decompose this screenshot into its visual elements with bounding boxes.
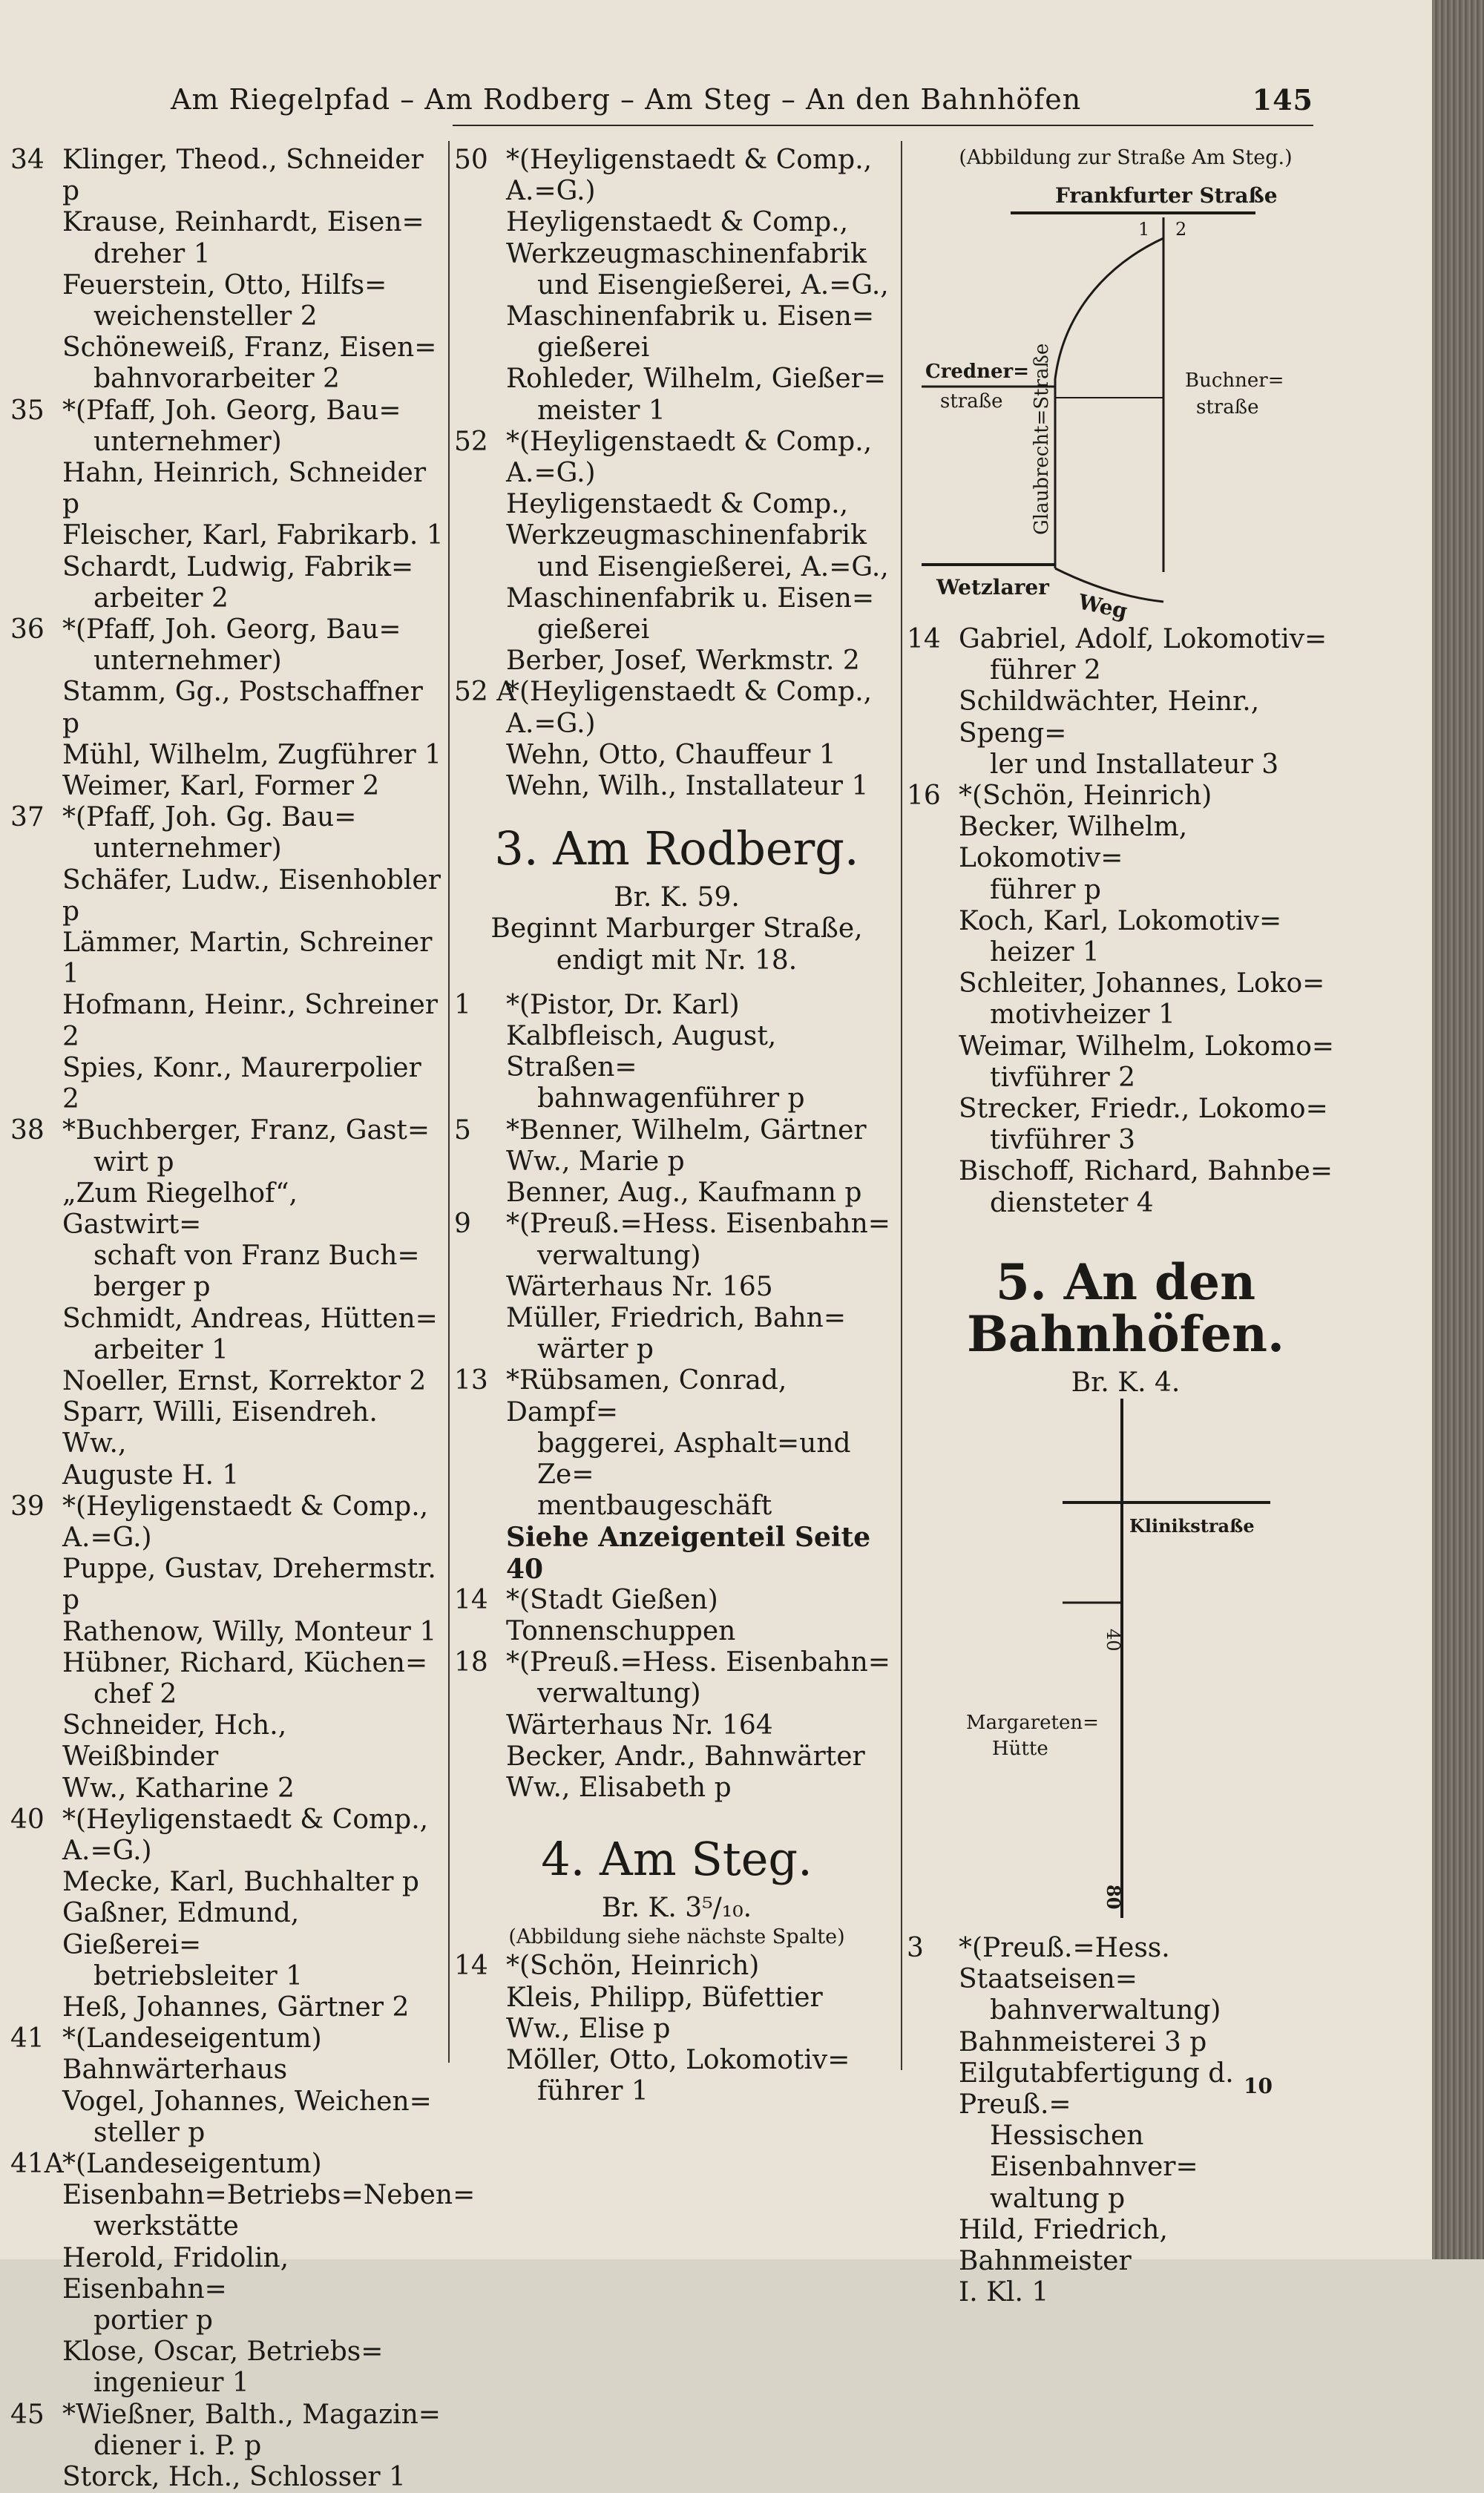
entry-line: Ww., Marie p: [506, 1146, 685, 1177]
entry-line: Schildwächter, Heinr., Speng=: [959, 686, 1260, 749]
entry-line: Möller, Otto, Lokomotiv=: [506, 2044, 850, 2075]
steg-note: (Abbildung siehe nächste Spalte): [508, 1925, 845, 1949]
section-title-rodberg: 3. Am Rodberg.: [494, 821, 859, 876]
entry-line: Schmidt, Andreas, Hütten=: [62, 1303, 438, 1334]
entry-line: Schneider, Hch., Weißbinder: [62, 1710, 287, 1773]
header-rule: [453, 125, 1313, 126]
entry-line: Stamm, Gg., Postschaffner p: [62, 677, 423, 739]
entry-line: heizer 1: [990, 937, 1100, 968]
entry-line: Schleiter, Johannes, Loko=: [959, 968, 1325, 999]
entry-line: Hessischen Eisenbahnver=: [990, 2121, 1198, 2183]
entry-line: Klinger, Theod., Schneider p: [62, 145, 424, 207]
entry-line: *(Heyligenstaedt & Comp.,: [62, 1804, 429, 1835]
ad-reference: Siehe Anzeigenteil Seite 40: [506, 1522, 871, 1585]
house-number: 1: [454, 989, 471, 1020]
entry-line: steller p: [93, 2117, 206, 2148]
entry-line: schaft von Franz Buch=: [93, 1241, 420, 1272]
house-entry: [907, 1933, 1345, 2308]
entry-line: unternehmer): [93, 833, 282, 864]
house-entry: [10, 2400, 444, 2493]
steg-continuation: [907, 624, 1345, 1219]
house-entry: [10, 145, 444, 395]
entry-line: Gaßner, Edmund, Gießerei=: [62, 1898, 300, 1960]
entry-line: portier p: [93, 2305, 213, 2336]
entry-line: Becker, Wilhelm, Lokomotiv=: [959, 812, 1188, 874]
map-label-credner: Credner=: [925, 361, 1030, 383]
house-entry: [454, 1647, 899, 1804]
entry-line: verwaltung): [537, 1678, 701, 1709]
entry-line: Bischoff, Richard, Bahnbe=: [959, 1156, 1333, 1187]
book-edge: [1432, 0, 1484, 2259]
entry-line: Wehn, Wilh., Installateur 1: [506, 771, 869, 802]
entry-line: Werkzeugmaschinenfabrik: [506, 520, 867, 551]
entry-line: Fleischer, Karl, Fabrikarb. 1: [62, 520, 444, 551]
entry-line: Mühl, Wilhelm, Zugführer 1: [62, 739, 442, 770]
column-divider-2: [901, 141, 902, 2070]
house-entry: [454, 677, 899, 802]
entry-line: *(Pistor, Dr. Karl): [506, 989, 740, 1020]
house-entry: [10, 1115, 444, 1491]
house-entry: [10, 395, 444, 614]
entry-line: Hübner, Richard, Küchen=: [62, 1647, 428, 1678]
bahnhoefen-map: [907, 1399, 1345, 1933]
entry-line: *Benner, Wilhelm, Gärtner: [506, 1114, 867, 1146]
entry-line: werkstätte: [93, 2211, 239, 2242]
entry-line: Eilgutabfertigung d. Preuß.=: [959, 2057, 1234, 2121]
entry-line: verwaltung): [537, 1240, 701, 1271]
entry-line: und Eisengießerei, A.=G.,: [537, 269, 889, 300]
entry-line: Schardt, Ludwig, Fabrik=: [62, 551, 414, 582]
entry-line: Rohleder, Wilhelm, Gießer=: [506, 364, 886, 395]
entry-line: *(Pfaff, Joh. Georg, Bau=: [62, 614, 401, 646]
house-number: 38: [10, 1115, 45, 1146]
entry-line: „Zum Riegelhof“, Gastwirt=: [62, 1177, 298, 1240]
entry-line: Schäfer, Ludw., Eisenhobler p: [62, 864, 441, 927]
map-label-buchner-2: straße: [1196, 396, 1259, 418]
entry-line: Strecker, Friedr., Lokomo=: [959, 1094, 1328, 1125]
entry-line: Sparr, Willi, Eisendreh. Ww.,: [62, 1397, 378, 1459]
bahnhoefen-entries: [907, 1933, 1345, 2308]
entry-line: Maschinenfabrik u. Eisen=: [506, 301, 875, 332]
entry-line: Weimar, Wilhelm, Lokomo=: [959, 1031, 1335, 1062]
running-title: Am Riegelpfad – Am Rodberg – Am Steg – An den Bahnhöfen: [171, 83, 1082, 116]
entry-line: ingenieur 1: [93, 2368, 249, 2399]
entry-line: Hahn, Heinrich, Schneider p: [62, 458, 427, 520]
entry-line: Hild, Friedrich, Bahnmeister: [959, 2214, 1168, 2277]
entry-line: wärter p: [537, 1334, 654, 1365]
entry-line: Puppe, Gustav, Drehermstr. p: [62, 1554, 436, 1616]
house-entry: [10, 1491, 444, 1804]
house-entry: [454, 1585, 899, 1647]
entry-line: tivführer 2: [990, 1062, 1136, 1093]
house-number: 35: [10, 395, 45, 426]
section-title-steg: 4. Am Steg.: [541, 1832, 812, 1887]
steg-entries: [454, 1951, 899, 2107]
entry-line: baggerei, Asphalt=und Ze=: [537, 1428, 851, 1490]
entry-line: Vogel, Johannes, Weichen=: [62, 2086, 432, 2117]
entry-line: *(Stadt Gießen): [506, 1584, 718, 1615]
house-number: 52 A: [454, 677, 516, 708]
house-number: 18: [454, 1647, 488, 1678]
entry-line: Eisenbahn=Betriebs=Neben=: [62, 2180, 476, 2211]
entry-line: *Rübsamen, Conrad, Dampf=: [506, 1365, 787, 1428]
map-label-huette: Hütte: [992, 1738, 1048, 1761]
entry-line: Becker, Andr., Bahnwärter: [506, 1741, 865, 1772]
entry-line: chef 2: [93, 1678, 177, 1709]
map-number-80: 80: [1103, 1885, 1124, 1910]
entry-line: Weimer, Karl, Former 2: [62, 771, 380, 802]
house-entry: [454, 1951, 899, 2107]
entry-line: Auguste H. 1: [62, 1459, 240, 1491]
entry-line: Benner, Aug., Kaufmann p: [506, 1177, 862, 1209]
entry-line: *(Pfaff, Joh. Georg, Bau=: [62, 395, 401, 426]
entry-line: arbeiter 2: [93, 582, 229, 614]
house-number: 41: [10, 2023, 45, 2054]
column-right: [907, 145, 1345, 2309]
house-entry: [454, 1115, 899, 1209]
house-number: 34: [10, 145, 45, 175]
house-number: 40: [10, 1804, 45, 1835]
entry-line: *(Heyligenstaedt & Comp.,: [506, 426, 873, 457]
rodberg-entries: [454, 990, 899, 1522]
entry-line: berger p: [93, 1272, 211, 1303]
house-number: 13: [454, 1365, 488, 1396]
entry-line: bahnvorarbeiter 2: [93, 364, 340, 395]
entry-line: tivführer 3: [990, 1125, 1136, 1156]
entry-line: I. Kl. 1: [959, 2277, 1049, 2308]
entry-line: meister 1: [537, 395, 666, 426]
entry-line: *(Schön, Heinrich): [959, 781, 1212, 812]
entry-line: *(Heyligenstaedt & Comp.,: [62, 1491, 429, 1522]
entry-line: wirt p: [93, 1146, 174, 1177]
house-entry: [907, 781, 1345, 1219]
entry-line: A.=G.): [62, 1522, 152, 1553]
entry-line: A.=G.): [506, 176, 596, 207]
entry-line: Wärterhaus Nr. 164: [506, 1709, 773, 1741]
house-number: 5: [454, 1114, 471, 1146]
house-number: 14: [907, 624, 941, 654]
house-entry: [10, 2023, 444, 2149]
steg-street-map: [907, 171, 1345, 624]
house-entry: [454, 145, 899, 427]
entry-line: Koch, Karl, Lokomotiv=: [959, 905, 1282, 936]
entry-line: Schöneweiß, Franz, Eisen=: [62, 332, 437, 364]
map-number-2: 2: [1175, 219, 1187, 240]
signature-mark: 10: [1244, 2074, 1273, 2098]
map-number-1: 1: [1138, 219, 1150, 240]
entry-line: Noeller, Ernst, Korrektor 2: [62, 1365, 427, 1396]
entry-line: mentbaugeschäft: [537, 1491, 772, 1522]
house-entry: [10, 614, 444, 802]
entry-line: *(Pfaff, Joh. Gg. Bau=: [62, 802, 357, 833]
entry-line: Rathenow, Willy, Monteur 1: [62, 1616, 437, 1647]
entry-line: Hofmann, Heinr., Schreiner 2: [62, 990, 438, 1052]
house-entry: [10, 802, 444, 1115]
entry-line: Spies, Konr., Maurerpolier 2: [62, 1052, 421, 1115]
house-number: 45: [10, 2399, 45, 2430]
map-label-buchner: Buchner=: [1185, 369, 1284, 392]
entry-line: Ww., Elisabeth p: [506, 1772, 732, 1803]
entry-line: motivheizer 1: [990, 999, 1175, 1031]
entry-line: Herold, Fridolin, Eisenbahn=: [62, 2242, 289, 2305]
column-middle: [454, 145, 899, 2107]
map-label-klinik: Klinikstraße: [1129, 1515, 1255, 1537]
entry-line: Bahnmeisterei 3 p: [959, 2026, 1207, 2057]
house-entry: [10, 2149, 476, 2400]
entry-line: Storck, Hch., Schlosser 1: [62, 2462, 406, 2493]
entry-line: unternehmer): [93, 646, 282, 677]
entry-line: A.=G.): [506, 458, 596, 489]
steg-map-caption: (Abbildung zur Straße Am Steg.): [959, 146, 1293, 169]
house-number: 9: [454, 1209, 471, 1240]
entry-line: dreher 1: [93, 238, 211, 269]
entry-line: Heyligenstaedt & Comp.,: [506, 489, 849, 520]
map-label-weg: Weg: [1076, 589, 1130, 624]
entry-line: Wehn, Otto, Chauffeur 1: [506, 739, 836, 770]
house-number: 16: [907, 781, 941, 812]
entry-line: gießerei: [537, 614, 650, 646]
map-label-margareten: Margareten=: [966, 1712, 1099, 1735]
house-number: 52: [454, 426, 488, 457]
column-divider-1: [448, 141, 450, 2063]
house-number: 41A: [10, 2149, 64, 2179]
rodberg-brk: Br. K. 59.: [614, 882, 740, 913]
riegelpfad-continuation: [454, 145, 899, 802]
entry-line: Kleis, Philipp, Büfettier: [506, 1982, 823, 2013]
entry-line: *(Landeseigentum): [62, 2149, 322, 2179]
entry-line: diener i. P. p: [93, 2430, 262, 2461]
entry-line: unternehmer): [93, 426, 282, 457]
map-label-credner-2: straße: [940, 390, 1003, 413]
entry-line: *(Heyligenstaedt & Comp.,: [506, 677, 873, 708]
bahnhoefen-brk: Br. K. 4.: [1071, 1367, 1181, 1398]
map-label-frankfurter: Frankfurter Straße: [1055, 183, 1278, 208]
entry-line: Kalbfleisch, August, Straßen=: [506, 1021, 777, 1083]
house-entry: [907, 624, 1345, 781]
entry-line: Wärterhaus Nr. 165: [506, 1271, 773, 1302]
entry-line: *(Preuß.=Hess. Staatseisen=: [959, 1933, 1170, 1995]
entry-line: Ww., Elise p: [506, 2013, 671, 2044]
entry-line: *Wießner, Balth., Magazin=: [62, 2399, 441, 2430]
running-header: [171, 83, 1313, 128]
entry-line: führer 2: [990, 655, 1101, 686]
entry-line: *(Preuß.=Hess. Eisenbahn=: [506, 1647, 890, 1678]
entry-line: Müller, Friedrich, Bahn=: [506, 1302, 846, 1333]
entry-line: bahnwagenführer p: [537, 1083, 805, 1114]
entry-line: Bahnwärterhaus: [62, 2054, 288, 2086]
map-label-wetzlarer: Wetzlarer: [936, 575, 1049, 600]
entry-line: Maschinenfabrik u. Eisen=: [506, 582, 875, 614]
entry-line: waltung p: [990, 2183, 1126, 2214]
entry-line: gießerei: [537, 332, 650, 364]
house-number: 37: [10, 802, 45, 833]
entry-line: diensteter 4: [990, 1187, 1154, 1218]
house-entry: [454, 1209, 899, 1365]
entry-line: Klose, Oscar, Betriebs=: [62, 2336, 384, 2368]
entry-line: Berber, Josef, Werkmstr. 2: [506, 646, 860, 677]
entry-line: Gabriel, Adolf, Lokomotiv=: [959, 624, 1327, 654]
entry-line: und Eisengießerei, A.=G.,: [537, 551, 889, 582]
entry-line: führer p: [990, 874, 1101, 905]
entry-line: Lämmer, Martin, Schreiner 1: [62, 927, 433, 990]
entry-line: betriebsleiter 1: [93, 1960, 303, 1991]
house-number: 14: [454, 1584, 488, 1615]
map-number-40: 40: [1103, 1629, 1123, 1652]
entry-line: *(Landeseigentum): [62, 2023, 322, 2054]
entry-line: führer 1: [537, 2076, 649, 2107]
steg-brk: Br. K. 3⁵/₁₀.: [601, 1893, 752, 1924]
house-entry: [454, 990, 899, 1115]
entry-line: ler und Installateur 3: [990, 749, 1279, 780]
entry-line: *(Preuß.=Hess. Eisenbahn=: [506, 1209, 890, 1240]
map-label-glaubrecht: Glaubrecht=Straße: [1031, 343, 1053, 535]
entry-line: weichensteller 2: [93, 301, 318, 332]
entry-line: *(Heyligenstaedt & Comp.,: [506, 145, 873, 175]
entry-line: Heyligenstaedt & Comp.,: [506, 207, 849, 238]
entry-line: A.=G.): [62, 1835, 152, 1866]
entry-line: bahnverwaltung): [990, 1995, 1221, 2026]
house-number: 3: [907, 1933, 924, 1964]
section-title-bahnhoefen: 5. An den Bahnhöfen.: [967, 1252, 1284, 1363]
house-number: 39: [10, 1491, 45, 1522]
entry-line: Krause, Reinhardt, Eisen=: [62, 207, 424, 238]
rodberg-entries-2: [454, 1585, 899, 1804]
entry-line: Feuerstein, Otto, Hilfs=: [62, 269, 387, 300]
rodberg-intro-2: endigt mit Nr. 18.: [556, 945, 798, 976]
entry-line: Tonnenschuppen: [506, 1615, 736, 1646]
house-entry: [10, 1804, 444, 2023]
entry-line: arbeiter 1: [93, 1334, 229, 1365]
house-number: 36: [10, 614, 45, 646]
entry-line: Ww., Katharine 2: [62, 1773, 295, 1804]
entry-line: Heß, Johannes, Gärtner 2: [62, 1991, 410, 2023]
entry-line: Werkzeugmaschinenfabrik: [506, 238, 867, 269]
page-number: 145: [1252, 83, 1313, 116]
entry-line: *(Schön, Heinrich): [506, 1951, 760, 1982]
house-number: 50: [454, 145, 488, 175]
entry-line: A.=G.): [506, 708, 596, 739]
house-entry: [454, 427, 899, 677]
entry-line: *Buchberger, Franz, Gast=: [62, 1115, 430, 1146]
house-number: 14: [454, 1951, 488, 1982]
house-entry: [454, 1365, 899, 1522]
rodberg-intro-1: Beginnt Marburger Straße,: [490, 913, 863, 945]
entry-line: Mecke, Karl, Buchhalter p: [62, 1867, 419, 1898]
